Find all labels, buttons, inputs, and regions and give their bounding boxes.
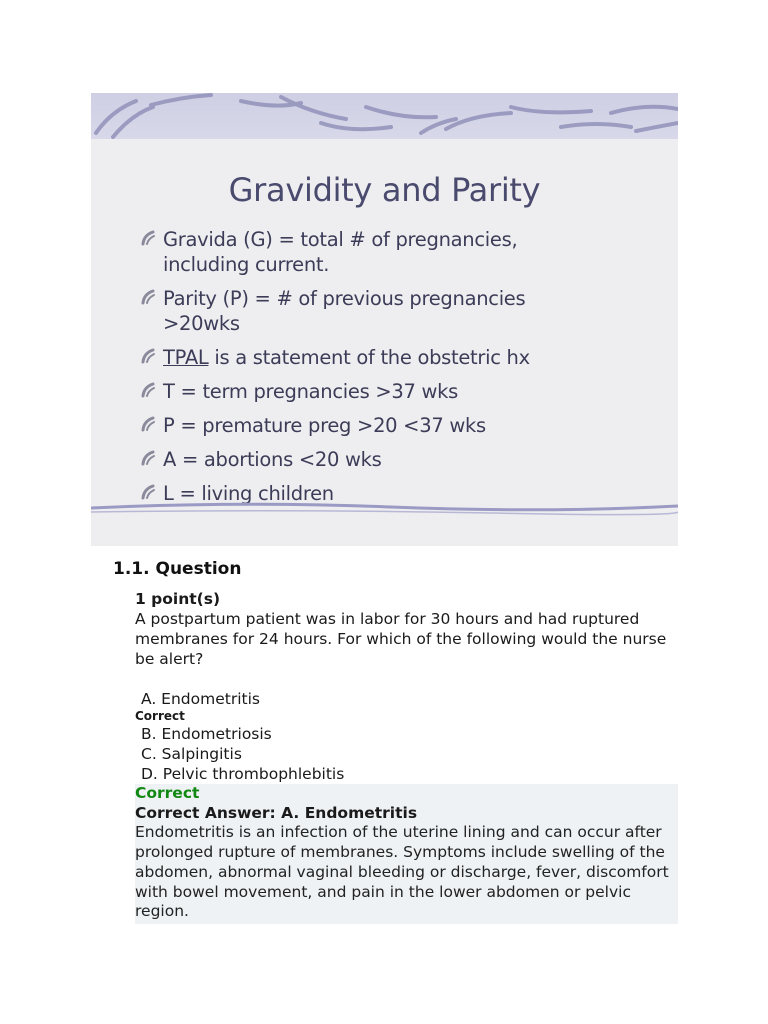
- slide-bullet: [139, 227, 659, 277]
- answer-option-d[interactable]: D. Pelvic thrombophlebitis: [141, 765, 345, 783]
- answer-option-c[interactable]: C. Salpingitis: [141, 745, 242, 763]
- slide-bullet-list: [139, 227, 659, 515]
- slide-bullet: [139, 286, 659, 336]
- feedback-explanation: Endometritis is an infection of the uterine lining and can occur after prolonged rupture of membranes. Symptoms include swelling of the abdomen, abnormal vaginal bleeding or discharge, fever, discomfort with bowel movement, and pain in the lower abdomen or pelvic region.: [135, 823, 669, 921]
- slide-bullet-text: A = abortions <20 wks: [163, 448, 382, 471]
- slide-bullet: [139, 413, 659, 438]
- slide-image: [91, 93, 678, 546]
- tpal-term: TPAL: [163, 346, 209, 369]
- brush-stroke-decoration: [91, 93, 678, 139]
- feedback-status: Correct: [135, 784, 200, 802]
- brush-bullet-icon: [139, 229, 157, 247]
- slide-bullet: [139, 345, 659, 370]
- slide-bullet: [139, 447, 659, 472]
- slide-bullet-text: L = living children: [163, 482, 334, 505]
- question-header: 1.1. Question: [113, 559, 242, 579]
- question-points: 1 point(s): [135, 590, 221, 608]
- brush-bullet-icon: [139, 415, 157, 433]
- answer-list: [135, 689, 680, 784]
- slide-bullet-text: P = premature preg >20 <37 wks: [163, 414, 486, 437]
- slide-title: Gravidity and Parity: [228, 171, 541, 209]
- feedback-panel: [135, 784, 678, 924]
- slide-bullet-text: Gravida (G) = total # of pregnancies, including current.: [163, 228, 518, 276]
- question-text: A postpartum patient was in labor for 30 hours and had ruptured membranes for 24 hours. For which of the following would the nurse be alert?: [135, 610, 667, 668]
- slide-footer-stroke: [91, 495, 678, 525]
- feedback-correct-answer: Correct Answer: A. Endometritis: [135, 803, 418, 822]
- brush-bullet-icon: [139, 347, 157, 365]
- correct-answer-tag: Correct: [135, 709, 185, 723]
- answer-option-a[interactable]: A. Endometritis: [141, 690, 260, 708]
- question-body: [135, 589, 680, 924]
- brush-bullet-icon: [139, 449, 157, 467]
- tpal-description: is a statement of the obstetric hx: [208, 346, 530, 369]
- footer-line-decoration: [91, 495, 678, 525]
- slide-bullet-text: [163, 346, 530, 369]
- answer-option-b[interactable]: B. Endometriosis: [141, 725, 272, 743]
- brush-bullet-icon: [139, 288, 157, 306]
- slide-bullet-text: Parity (P) = # of previous pregnancies >20wks: [163, 287, 526, 335]
- slide-bullet-text: T = term pregnancies >37 wks: [163, 380, 459, 403]
- slide-bullet: [139, 379, 659, 404]
- slide-header-band: [91, 93, 678, 139]
- brush-bullet-icon: [139, 381, 157, 399]
